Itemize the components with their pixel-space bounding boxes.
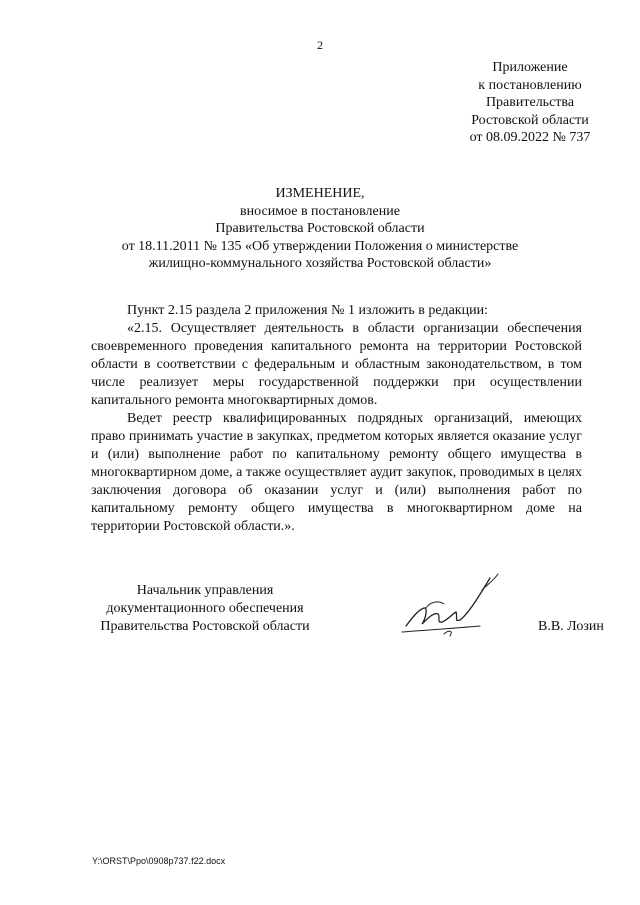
body-intro: Пункт 2.15 раздела 2 приложения № 1 изложить в редакции:: [127, 303, 488, 318]
appendix-line: Ростовской области: [471, 112, 589, 128]
title-heading: ИЗМЕНЕНИЕ,: [275, 186, 365, 201]
appendix-header: [430, 59, 630, 147]
title-line: от 18.11.2011 № 135 «Об утверждении Положения о министерстве: [121, 238, 519, 254]
appendix-line: от 08.09.2022 № 737: [469, 130, 591, 145]
appendix-line: Правительства: [485, 95, 575, 110]
position-line: Правительства Ростовской области: [100, 619, 310, 634]
file-path: Y:\ORST\Ppo\0908p737.f22.docx: [92, 856, 226, 866]
signatory-position: [85, 582, 325, 636]
position-line: Начальник управления: [136, 583, 274, 598]
page-number: 2: [317, 38, 323, 52]
handwritten-signature: [398, 568, 508, 643]
document-title: [0, 185, 640, 273]
body-paragraph-2: Ведет реестр квалифицированных подрядных организаций, имеющих право принимать участие в закупках, предметом которых является оказание услуг и (или) выполнение работ по капитальному ремонту общего имущества в многоквартирном доме, а также осуществляет аудит закупок, проводимых в целях заключения договора об оказании услуг и (или) выполнения работ по капитальному ремонту общего имущества в многоквартирном доме на территории Ростовской области.».: [91, 411, 582, 534]
title-line: Правительства Ростовской области: [215, 221, 425, 236]
signatory-name: В.В. Лозин: [538, 619, 604, 634]
body-paragraph-1: «2.15. Осуществляет деятельность в области организации обеспечения своевременного проведения капитального ремонта на территории Ростовской области в соответствии с федеральным и областным законодательством, в том числе реализует меры государственной поддержки при осуществлении капитального ремонта многоквартирных домов.: [91, 321, 582, 408]
document-body: [91, 302, 582, 536]
title-line: жилищно-коммунального хозяйства Ростовской области»: [148, 256, 492, 271]
appendix-line: к постановлению: [478, 77, 582, 93]
position-line: документационного обеспечения: [106, 601, 304, 616]
appendix-line: Приложение: [492, 60, 568, 75]
title-line: вносимое в постановление: [240, 203, 400, 219]
